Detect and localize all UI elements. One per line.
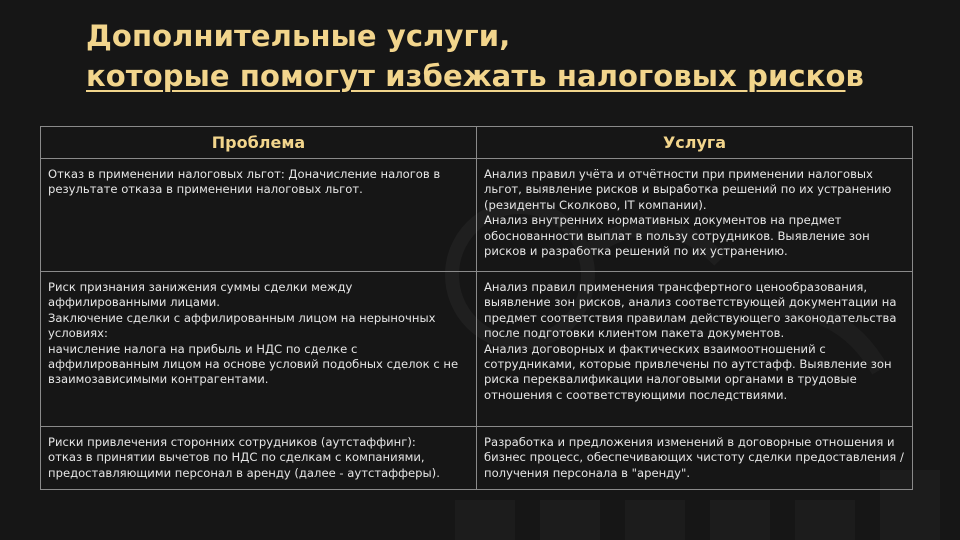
header-problem: Проблема <box>41 127 477 159</box>
slide-title <box>86 16 864 96</box>
title-line-2-tail: в <box>845 59 864 93</box>
title-line-2-underlined: которые помогут избежать налоговых риско <box>86 59 846 93</box>
problem-cell: Риски привлечения сторонних сотрудников (аутстаффинг): отказ в принятии вычетов по НДС по сделкам с компаниями, предоставляющими персонал в аренду (далее - аутстафферы). <box>41 427 477 490</box>
table-row <box>41 272 913 427</box>
header-service: Услуга <box>477 127 913 159</box>
service-cell: Анализ правил применения трансфертного ценообразования, выявление зон рисков, анализ соответствующей документации на предмет соответствия правилам действующего законодательства после подготовки клиентом пакета документов. Анализ договорных и фактических взаимоотношений с сотрудниками, которые привлечены по аутстафф. Выявление зон риска переквалификации налоговыми органами в трудовые отношения с соответствующими последствиями. <box>477 272 913 427</box>
problem-service-table <box>40 126 913 490</box>
service-cell: Анализ правил учёта и отчётности при применении налоговых льгот, выявление рисков и выработка решений по их устранению (резиденты Сколково, IT компании). Анализ внутренних нормативных документов на предмет обоснованности выплат в пользу сотрудников. Выявление зон рисков и разработка решений по их устранению. <box>477 159 913 272</box>
service-cell: Разработка и предложения изменений в договорные отношения и бизнес процесс, обеспечивающих чистоту сделки предоставления /получения персонала в "аренду". <box>477 427 913 490</box>
problem-cell: Риск признания занижения суммы сделки между аффилированными лицами. Заключение сделки с аффилированным лицом на нерыночных условиях: начисление налога на прибыль и НДС по сделке с аффилированным лицом на основе условий подобных сделок с не взаимозависимыми контрагентами. <box>41 272 477 427</box>
title-line-2 <box>86 56 864 96</box>
table-header-row <box>41 127 913 159</box>
title-line-1: Дополнительные услуги, <box>86 19 511 53</box>
problem-cell: Отказ в применении налоговых льгот: Доначисление налогов в результате отказа в применении налоговых льгот. <box>41 159 477 272</box>
table-row <box>41 159 913 272</box>
table-row <box>41 427 913 490</box>
